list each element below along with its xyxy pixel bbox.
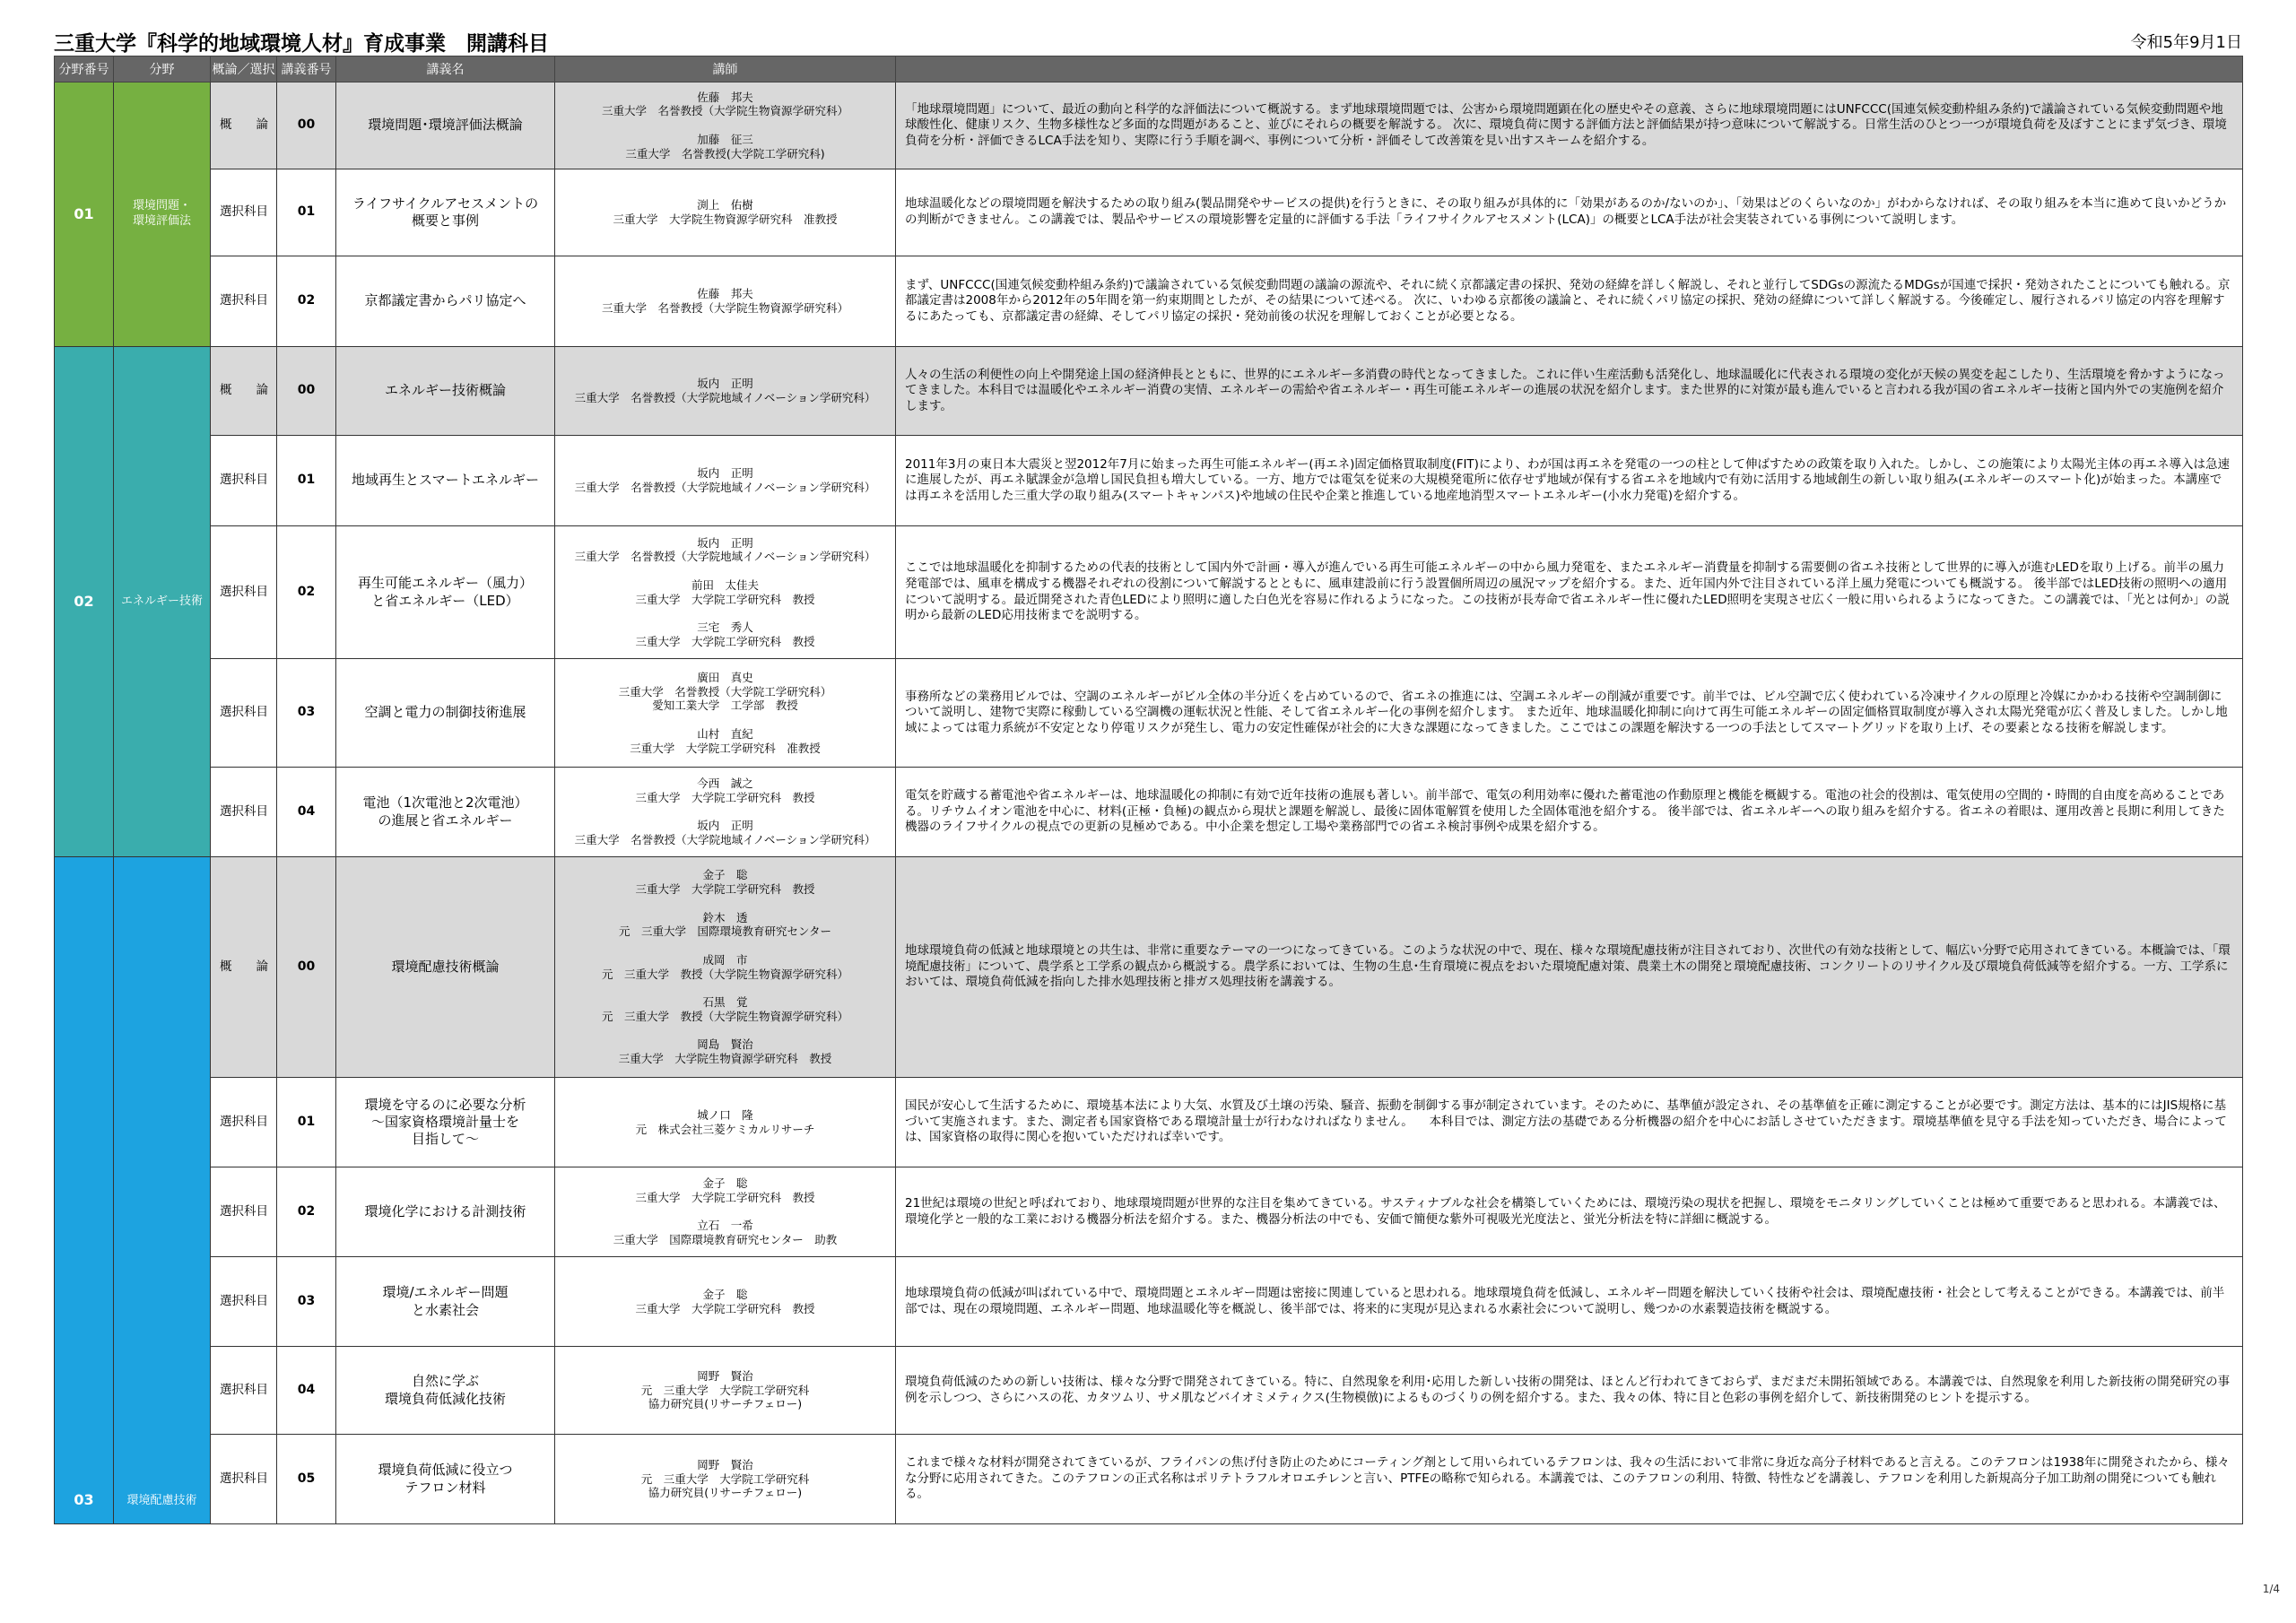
course-teacher: 廣田 真史 三重大学 名誉教授（大学院工学研究科） 愛知工業大学 工学部 教授 山村 直紀 三重大学 大学院工学研究科 准教授 <box>555 659 896 768</box>
column-header: 講師 <box>555 56 896 82</box>
course-type: 選択科目 <box>211 1347 277 1435</box>
course-description: 人々の生活の利便性の向上や開発途上国の経済伸長とともに、世界的にエネルギー多消費の時代となってきました。これに伴い生産活動も活発化し、地球温暖化に代表される環境の変化が天候の異変を起こしたり、生活環境を脅かすようになってきました。本科目では温暖化やエネルギー消費の実情、エネルギーの需給や省エネルギー・再生可能エネルギーの進展の状況を紹介します。また世界的に対策が最も進んでいると言われる我が国の省エネルギー技術と国内外での実施例を紹介します。 <box>896 347 2243 436</box>
course-description: 「地球環境問題」について、最近の動向と科学的な評価法について概説する。まず地球環境問題では、公害から環境問題顕在化の歴史やその意義、さらに地球環境問題にはUNFCCC(国連気候変動枠組み条約)で議論されている気候変動問題や地球酸性化、健康リスク、生物多様性など多面的な問題があること、並びにそれらの概要を解説する。 次に、環境負荷に関する評価方法と評価結果が持つ意味について解説する。日常生活のひとつ一つが環境負荷を及ぼすことにまず気づき、環境負荷を分析・評価できるLCA手法を知り、実際に行う手順を調べ、事例について分析・評価そして改善策を見い出すスキームを紹介する。 <box>896 82 2243 169</box>
course-description: 事務所などの業務用ビルでは、空調のエネルギーがビル全体の半分近くを占めているので、省エネの推進には、空調エネルギーの削減が重要です。前半では、ビル空調で広く使われている冷凍サイクルの原理と冷媒にかかわる技術や空調制御について説明し、建物で実際に稼動している空調機の運転状況と性能、そして省エネルギー化の事例を紹介します。 また近年、地球温暖化抑制に向けて再生可能エネルギーの固定価格買取制度が導入され太陽光発電が広く普及しました。しかし地域によっては電力系統が不安定となり停電リスクが発生し、電力の安定性確保が社会的に大きな課題になってきました。ここではこの課題を解決する一つの手法としてスマートグリッドを取り上げ、その要素となる技術を解説します。 <box>896 659 2243 768</box>
course-teacher: 坂内 正明 三重大学 名誉教授（大学院地域イノベーション学研究科） 前田 太佳夫 三重大学 大学院工学研究科 教授 三宅 秀人 三重大学 大学院工学研究科 教授 <box>555 526 896 659</box>
course-description: 国民が安心して生活するために、環境基本法により大気、水質及び土壌の汚染、騒音、振動を制御する事が制定されています。そのために、基準値が設定され、その基準値を正確に測定することが必要です。測定方法は、基本的にはJIS規格に基づいて実施されます。また、測定者も国家資格である環境計量士が行わなければなりません。 本科目では、測定方法の基礎である分析機器の紹介を中心にお話しさせていただきます。環境基準値を見守る手法を知っていただき、場合によっては、国家資格の取得に関心を抱いていただければ幸いです。 <box>896 1078 2243 1167</box>
table-row <box>55 169 2243 256</box>
course-type: 選択科目 <box>211 659 277 768</box>
course-description: 環境負荷低減のための新しい技術は、様々な分野で開発されてきている。特に、自然現象を利用･応用した新しい技術の開発は、ほとんど行われてきておらず、まだまだ未開拓領域である。本講義では、自然現象を利用した新技術の開発研究の事例を示しつつ、さらにハスの花、カタツムリ、サメ肌などバイオミメティクス(生物模倣)によるものづくりの例を紹介する。また、我々の体、特に目と色彩の事例を紹介して、新技術開発のヒントを提示する。 <box>896 1347 2243 1435</box>
course-type: 選択科目 <box>211 1167 277 1257</box>
table-row <box>55 1435 2243 1524</box>
course-title: 環境負荷低減に役立つ テフロン材料 <box>336 1435 555 1524</box>
column-header: 概論／選択 <box>211 56 277 82</box>
course-title: 環境/エネルギー問題 と水素社会 <box>336 1257 555 1347</box>
course-teacher: 佐藤 邦夫 三重大学 名誉教授（大学院生物資源学研究科） 加藤 征三 三重大学 名誉教授(大学院工学研究科) <box>555 82 896 169</box>
course-title: ライフサイクルアセスメントの 概要と事例 <box>336 169 555 256</box>
course-number: 01 <box>277 1078 336 1167</box>
course-title: 環境を守るのに必要な分析 ～国家資格環境計量士を 目指して～ <box>336 1078 555 1167</box>
table-row <box>55 82 2243 169</box>
course-title: エネルギー技術概論 <box>336 347 555 436</box>
course-teacher: 佐藤 邦夫 三重大学 名誉教授（大学院生物資源学研究科） <box>555 256 896 347</box>
course-description: 電気を貯蔵する蓄電池や省エネルギーは、地球温暖化の抑制に有効で近年技術の進展も著しい。前半部で、電気の利用効率に優れた蓄電池の作動原理と機能を概観する。電池の社会的役割は、電気使用の空間的・時間的自由度を高めることである。リチウムイオン電池を中心に、材料(正極・負極)の観点から現状と課題を解説し、最後に固体電解質を使用した全固体電池を紹介する。 後半部では、省エネルギーへの取り組みを紹介する。省エネの着眼は、運用改善と長期に利用してきた機器のライフサイクルの視点での更新の見極めである。中小企業を想定し工場や業務部門での省エネ検討事例や成果を紹介する。 <box>896 768 2243 857</box>
field-number: 02 <box>55 347 114 857</box>
table-row <box>55 347 2243 436</box>
course-type: 選択科目 <box>211 169 277 256</box>
course-description: これまで様々な材料が開発されてきているが、フライパンの焦げ付き防止のためにコーティング剤として用いられているテフロンは、我々の生活において非常に身近な高分子材料であると言える。このテフロンは1938年に開発されたから、様々な分野に応用されてきた。このテフロンの正式名称はポリテトラフルオロエチレンと言い、PTFEの略称で知られる。本講義では、このテフロンの利用、特徴、特性などを講義し、テフロンを利用した新規高分子加工助剤の開発についても触れる。 <box>896 1435 2243 1524</box>
course-number: 04 <box>277 1347 336 1435</box>
table-row <box>55 256 2243 347</box>
table-row <box>55 1078 2243 1167</box>
course-type: 選択科目 <box>211 436 277 526</box>
course-description: ここでは地球温暖化を抑制するための代表的技術として国内外で計画・導入が進んでいる再生可能エネルギーの中から風力発電を、またエネルギー消費量を抑制する需要側の省エネ技術として世界的に導入が進むLEDを取り上げる。前半の風力発電部では、風車を構成する機器それぞれの役割について解説するとともに、風車建設前に行う設置個所周辺の風況マップを紹介する。また、近年国内外で注目されている洋上風力発電についても概説する。 後半部ではLED技術の照明への適用について説明する。最近開発された青色LEDにより照明に適した白色光を容易に作れるようになった。この技術が長寿命で省エネルギー性に優れたLED照明を実現させ広く一般に用いられるようになってきた。この講義では、「光とは何か」の説明から最新のLED応用技術までを説明する。 <box>896 526 2243 659</box>
table-row <box>55 659 2243 768</box>
column-header: 講義名 <box>336 56 555 82</box>
column-header: 分野番号 <box>55 56 114 82</box>
table-row <box>55 436 2243 526</box>
course-number: 00 <box>277 82 336 169</box>
course-teacher: 岡野 賢治 元 三重大学 大学院工学研究科 協力研究員(リサーチフェロー) <box>555 1435 896 1524</box>
table-row <box>55 857 2243 1078</box>
course-teacher: 今西 誠之 三重大学 大学院工学研究科 教授 坂内 正明 三重大学 名誉教授（大学院地域イノベーション学研究科） <box>555 768 896 857</box>
course-description: 地球環境負荷の低減と地球環境との共生は、非常に重要なテーマの一つになってきている。このような状況の中で、現在、様々な環境配慮技術が注目されており、次世代の有効な技術として、幅広い分野で応用されてきている。本概論では、「環境配慮技術」について、農学系と工学系の観点から概説する。農学系においては、生物の生息･生育環境に視点をおいた環境配慮対策、農業土木の開発と環境配慮技術、コンクリートのリサイクル及び環境負荷低減等を紹介する。一方、工学系においては、環境負荷低減を指向した排水処理技術と排ガス処理技術を講義する。 <box>896 857 2243 1078</box>
course-type: 選択科目 <box>211 1078 277 1167</box>
course-number: 02 <box>277 1167 336 1257</box>
page-number: 1/4 <box>2262 1583 2280 1595</box>
course-number: 04 <box>277 768 336 857</box>
table-row <box>55 1257 2243 1347</box>
table-row <box>55 1167 2243 1257</box>
course-type: 選択科目 <box>211 1435 277 1524</box>
course-title: 地域再生とスマートエネルギー <box>336 436 555 526</box>
course-number: 01 <box>277 436 336 526</box>
course-title: 自然に学ぶ 環境負荷低減化技術 <box>336 1347 555 1435</box>
course-teacher: 渕上 佑樹 三重大学 大学院生物資源学研究科 准教授 <box>555 169 896 256</box>
course-description: 2011年3月の東日本大震災と翌2012年7月に始まった再生可能エネルギー(再エネ)固定価格買取制度(FIT)により、わが国は再エネを発電の一つの柱として伸ばすための政策を取り入れた。しかし、この施策により太陽光主体の再エネ導入は急速に進展したが、再エネ賦課金が急増し国民負担も増大している。一方、地方では電気を従来の大規模発電所に依存せず地域が保有する省エネを地域内で有効に活用する地域創生の新しい取り組み(エネルギーのスマート化)が始まった。本講座では再エネを活用した三重大学の取り組み(スマートキャンパス)や地域の住民や企業と推進している地産地消型スマートエネルギー(小水力発電)を紹介する。 <box>896 436 2243 526</box>
field-number: 03 <box>55 857 114 1524</box>
document-date: 令和5年9月1日 <box>2130 33 2242 52</box>
document-title: 三重大学『科学的地域環境人材』育成事業 開講科目 <box>54 32 549 56</box>
course-type: 選択科目 <box>211 1257 277 1347</box>
course-description: 地球環境負荷の低減が叫ばれている中で、環境問題とエネルギー問題は密接に関連していると思われる。地球環境負荷を低減し、エネルギー問題を解決していく技術や社会は、環境配慮技術・社会として考えることができる。本講義では、前半部では、現在の環境問題、エネルギー問題、地球温暖化等を概説し、後半部では、将来的に実現が見込まれる水素社会について説明し、幾つかの水素製造技術を概説する。 <box>896 1257 2243 1347</box>
course-description: 21世紀は環境の世紀と呼ばれており、地球環境問題が世界的な注目を集めてきている。サスティナブルな社会を構築していくためには、環境汚染の現状を把握し、環境をモニタリングしていくことは極めて重要であると思われる。本講義では、環境化学と一般的な工業における機器分析法を紹介する。また、機器分析法の中でも、安価で簡便な紫外可視吸光光度法と、蛍光分析法を特に詳細に概説する。 <box>896 1167 2243 1257</box>
course-number: 00 <box>277 347 336 436</box>
course-number: 00 <box>277 857 336 1078</box>
course-title: 環境問題･環境評価法概論 <box>336 82 555 169</box>
course-teacher: 岡野 賢治 元 三重大学 大学院工学研究科 協力研究員(リサーチフェロー) <box>555 1347 896 1435</box>
course-description: まず、UNFCCC(国連気候変動枠組み条約)で議論されている気候変動問題の議論の源流や、それに続く京都議定書の採択、発効の経緯を詳しく解説し、それと並行してSDGsの源流たるMDGsが国連で採択・発効されたことについても触れる。京都議定書は2008年から2012年の5年間を第一約束期間としたが、その結果について述べる。 次に、いわゆる京都後の議論と、それに続くパリ協定の採択、発効の経緯について詳しく解説する。今後確定し、履行されるパリ協定の内容を理解するにあたっても、京都議定書の経緯、そしてパリ協定の採択・発効前後の状況を理解しておくことが必要となる。 <box>896 256 2243 347</box>
course-number: 02 <box>277 256 336 347</box>
course-type: 選択科目 <box>211 768 277 857</box>
column-header <box>896 56 2243 82</box>
course-table <box>54 56 2243 1524</box>
course-title: 再生可能エネルギー（風力） と省エネルギー（LED） <box>336 526 555 659</box>
course-teacher: 金子 聡 三重大学 大学院工学研究科 教授 <box>555 1257 896 1347</box>
course-number: 02 <box>277 526 336 659</box>
course-type: 選択科目 <box>211 526 277 659</box>
course-title: 京都議定書からパリ協定へ <box>336 256 555 347</box>
column-header: 分野 <box>114 56 211 82</box>
table-row <box>55 768 2243 857</box>
course-teacher: 城ノ口 隆 元 株式会社三菱ケミカルリサーチ <box>555 1078 896 1167</box>
course-teacher: 坂内 正明 三重大学 名誉教授（大学院地域イノベーション学研究科） <box>555 436 896 526</box>
table-row <box>55 1347 2243 1435</box>
course-title: 環境化学における計測技術 <box>336 1167 555 1257</box>
course-number: 03 <box>277 659 336 768</box>
course-title: 環境配慮技術概論 <box>336 857 555 1078</box>
course-description: 地球温暖化などの環境問題を解決するための取り組み(製品開発やサービスの提供)を行うときに、その取り組みが具体的に「効果があるのか/ないのか」、「効果はどのくらいなのか」がわからなければ、その取り組みを本当に進めて良いかどうかの判断ができません。この講義では、製品やサービスの環境影響を定量的に評価する手法「ライフサイクルアセスメント(LCA)」の概要とLCA手法が社会実装されている事例について説明します。 <box>896 169 2243 256</box>
table-header-row <box>55 56 2243 82</box>
field-name: エネルギー技術 <box>114 347 211 857</box>
course-title: 空調と電力の制御技術進展 <box>336 659 555 768</box>
field-name: 環境問題・ 環境評価法 <box>114 82 211 347</box>
field-number: 01 <box>55 82 114 347</box>
course-title: 電池（1次電池と2次電池） の進展と省エネルギー <box>336 768 555 857</box>
field-name: 環境配慮技術 <box>114 857 211 1524</box>
course-number: 01 <box>277 169 336 256</box>
course-teacher: 金子 聡 三重大学 大学院工学研究科 教授 鈴木 透 元 三重大学 国際環境教育研究センター 成岡 市 元 三重大学 教授（大学院生物資源学研究科） 石黒 覚 元 三重大学 教授（大学院生物資源学研究科） 岡島 賢治 三重大学 大学院生物資源学研究科 教授 <box>555 857 896 1078</box>
course-type: 概 論 <box>211 347 277 436</box>
column-header: 講義番号 <box>277 56 336 82</box>
course-teacher: 坂内 正明 三重大学 名誉教授（大学院地域イノベーション学研究科） <box>555 347 896 436</box>
course-number: 05 <box>277 1435 336 1524</box>
course-number: 03 <box>277 1257 336 1347</box>
course-type: 概 論 <box>211 857 277 1078</box>
course-teacher: 金子 聡 三重大学 大学院工学研究科 教授 立石 一希 三重大学 国際環境教育研究センター 助教 <box>555 1167 896 1257</box>
course-type: 概 論 <box>211 82 277 169</box>
table-row <box>55 526 2243 659</box>
course-type: 選択科目 <box>211 256 277 347</box>
